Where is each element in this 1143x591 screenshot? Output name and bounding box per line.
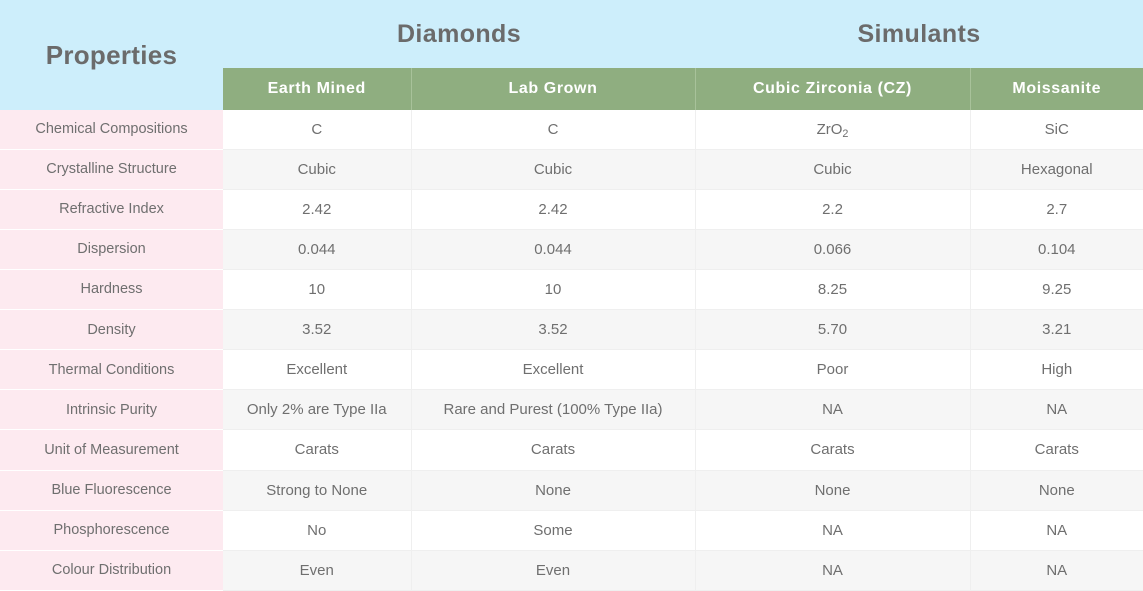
table-cell: No — [223, 510, 411, 550]
table-cell: 2.2 — [695, 189, 970, 229]
table-cell: Carats — [970, 430, 1143, 470]
table-cell: C — [223, 110, 411, 149]
property-label: Thermal Conditions — [0, 350, 223, 390]
table-cell: 5.70 — [695, 310, 970, 350]
table-row — [0, 310, 1143, 350]
table-cell: Excellent — [411, 350, 695, 390]
table-row — [0, 350, 1143, 390]
table-cell: Hexagonal — [970, 149, 1143, 189]
table-cell: Rare and Purest (100% Type IIa) — [411, 390, 695, 430]
table-row — [0, 110, 1143, 149]
table-cell: Excellent — [223, 350, 411, 390]
table-cell: 2.7 — [970, 189, 1143, 229]
table-header — [0, 0, 1143, 110]
table-cell: ZrO$_2$ — [695, 110, 970, 149]
table-row — [0, 470, 1143, 510]
properties-header: Properties — [0, 0, 223, 110]
table-row — [0, 430, 1143, 470]
table-row — [0, 149, 1143, 189]
table-cell: None — [695, 470, 970, 510]
table-cell: 3.52 — [411, 310, 695, 350]
table-cell: NA — [970, 550, 1143, 590]
property-label: Chemical Compositions — [0, 110, 223, 149]
table-cell: 0.104 — [970, 229, 1143, 269]
property-label: Refractive Index — [0, 189, 223, 229]
property-label: Unit of Measurement — [0, 430, 223, 470]
subheader-earth-mined: Earth Mined — [223, 68, 411, 110]
group-header-diamonds: Diamonds — [223, 0, 695, 68]
subheader-cubic-zirconia: Cubic Zirconia (CZ) — [695, 68, 970, 110]
table-cell: High — [970, 350, 1143, 390]
table-cell: Cubic — [411, 149, 695, 189]
subheader-lab-grown: Lab Grown — [411, 68, 695, 110]
table-cell: Carats — [695, 430, 970, 470]
property-label: Phosphorescence — [0, 510, 223, 550]
table-cell: SiC — [970, 110, 1143, 149]
table-row — [0, 269, 1143, 309]
table-row — [0, 390, 1143, 430]
property-label: Density — [0, 310, 223, 350]
property-label: Colour Distribution — [0, 550, 223, 590]
table-cell: Even — [223, 550, 411, 590]
table-row — [0, 189, 1143, 229]
table-body — [0, 110, 1143, 591]
table-row — [0, 229, 1143, 269]
table-cell: NA — [695, 550, 970, 590]
table-cell: Carats — [411, 430, 695, 470]
property-label: Dispersion — [0, 229, 223, 269]
table-cell: 9.25 — [970, 269, 1143, 309]
property-label: Hardness — [0, 269, 223, 309]
table-cell: 8.25 — [695, 269, 970, 309]
group-header-simulants: Simulants — [695, 0, 1143, 68]
table-cell: 10 — [411, 269, 695, 309]
table-cell: Only 2% are Type IIa — [223, 390, 411, 430]
table-cell: None — [411, 470, 695, 510]
table-cell: 3.21 — [970, 310, 1143, 350]
table-cell: 0.044 — [411, 229, 695, 269]
property-label: Crystalline Structure — [0, 149, 223, 189]
table-cell: 2.42 — [223, 189, 411, 229]
table-cell: Some — [411, 510, 695, 550]
table-cell: None — [970, 470, 1143, 510]
table-cell: C — [411, 110, 695, 149]
table-cell: 0.044 — [223, 229, 411, 269]
table-cell: NA — [695, 510, 970, 550]
table-cell: 2.42 — [411, 189, 695, 229]
table-cell: Strong to None — [223, 470, 411, 510]
property-label: Blue Fluorescence — [0, 470, 223, 510]
table-cell: NA — [970, 390, 1143, 430]
group-header-row — [0, 0, 1143, 68]
table-cell: Cubic — [695, 149, 970, 189]
table-row — [0, 510, 1143, 550]
table-row — [0, 550, 1143, 590]
table-cell: Poor — [695, 350, 970, 390]
table-cell: Carats — [223, 430, 411, 470]
table-cell: NA — [970, 510, 1143, 550]
table-cell: Even — [411, 550, 695, 590]
property-label: Intrinsic Purity — [0, 390, 223, 430]
table-cell: 0.066 — [695, 229, 970, 269]
table-cell: NA — [695, 390, 970, 430]
table-cell: 3.52 — [223, 310, 411, 350]
subheader-moissanite: Moissanite — [970, 68, 1143, 110]
table-cell: Cubic — [223, 149, 411, 189]
table-cell: 10 — [223, 269, 411, 309]
